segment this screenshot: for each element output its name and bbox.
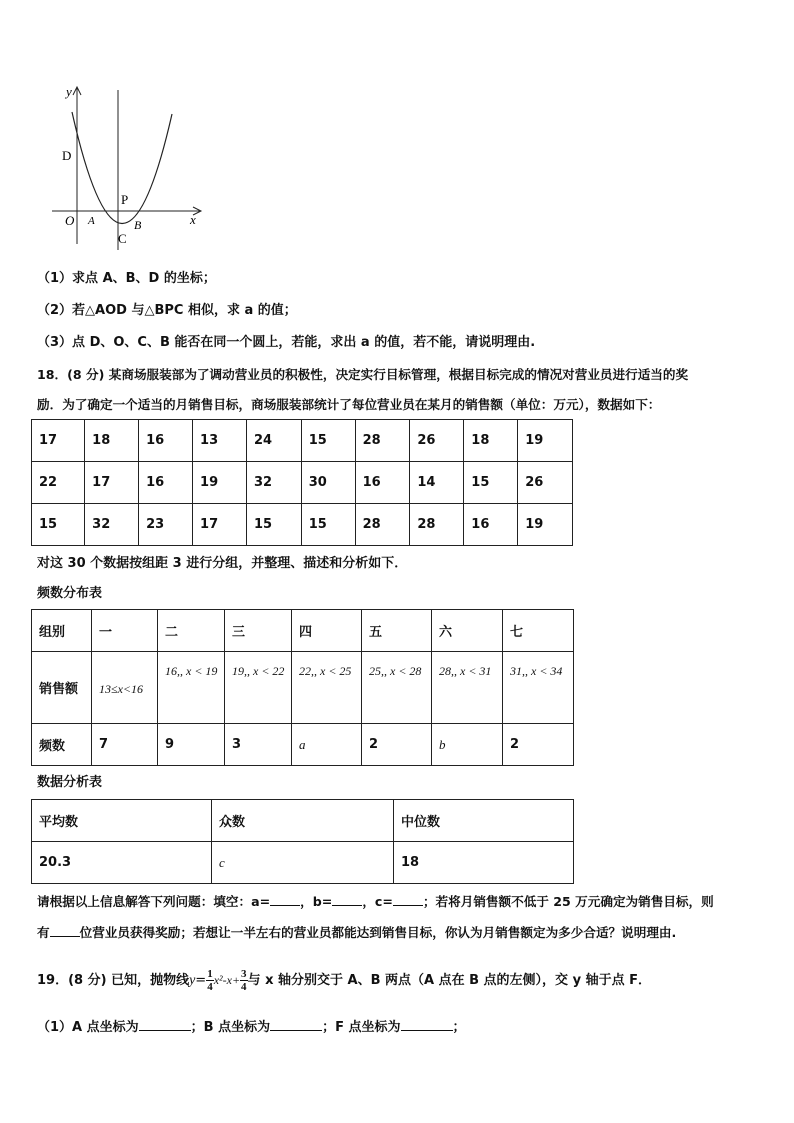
formula-eq: = [195,973,207,988]
formula-mid: x²-x+ [213,973,241,987]
point-label-o: O [65,213,75,228]
question-text: ，b= [300,894,333,909]
sales-range-cell: 31,, x < 34 [503,652,574,724]
sales-data-cell: 15 [32,504,85,546]
sales-data-cell: 19 [518,504,573,546]
sales-data-cell: 18 [464,420,518,462]
blank-b [332,891,362,906]
question-text: ；若将月销售额不低于 25 万元确定为销售目标，则 [422,894,714,909]
analysis-value-cell: 20.3 [32,842,212,884]
freq-count-cell: 3 [225,724,292,766]
analysis-value-cell: c [212,842,394,884]
freq-count-cell: 9 [158,724,225,766]
freq-sales-row [32,652,574,724]
blank-count [50,922,80,937]
sales-data-cell: 28 [355,504,410,546]
sales-range-cell: 22,, x < 25 [292,652,362,724]
sales-data-cell: 13 [193,420,247,462]
freq-header-cell: 七 [503,610,574,652]
q17-part2: （2）若△AOD 与△BPC 相似，求 a 的值； [37,303,297,318]
analysis-header-cell: 中位数 [394,800,574,842]
sales-label: 销售额 [32,652,92,724]
analysis-table-title: 数据分析表 [37,775,103,790]
freq-header-cell: 四 [292,610,362,652]
freq-header-cell: 六 [432,610,503,652]
freq-count-cell: a [292,724,362,766]
parabola-graph [40,84,210,254]
sales-data-cell: 30 [301,462,355,504]
sales-data-cell: 16 [464,504,518,546]
q19-suffix: 与 x 轴分别交于 A、B 两点（A 点在 B 点的左侧），交 y 轴于点 F． [247,973,651,988]
blank-b-coord [270,1016,322,1031]
analysis-header-cell: 众数 [212,800,394,842]
formula-y: y [189,973,196,988]
blank-a-coord [139,1016,191,1031]
q18-question-line1 [37,891,714,911]
question-text: 有 [37,925,50,940]
sales-data-cell: 17 [193,504,247,546]
frac-num: 3 [241,968,247,980]
fraction-one-quarter [206,968,214,993]
question-text: ，c= [362,894,393,909]
sales-range-cell: 19,, x < 22 [225,652,292,724]
sales-data-cell: 17 [85,462,139,504]
q17-part1: （1）求点 A、B、D 的坐标； [37,271,216,286]
sales-data-cell: 24 [246,420,301,462]
sales-range-cell: 13≤x<16 [92,652,158,724]
x-axis-label: x [190,212,196,227]
point-label-a: A [88,215,95,227]
analysis-value-row [32,842,574,884]
sales-data-cell: 32 [246,462,301,504]
sales-data-cell: 16 [355,462,410,504]
blank-a [270,891,300,906]
sales-data-cell: 28 [410,504,464,546]
sales-range-cell: 16,, x < 19 [158,652,225,724]
part-text: （1）A 点坐标为 [37,1020,139,1035]
q18-question-line2 [37,922,676,942]
sales-range-cell: 25,, x < 28 [362,652,432,724]
sales-data-cell: 18 [85,420,139,462]
fraction-three-quarters [240,968,248,993]
freq-header-cell: 五 [362,610,432,652]
frac-num: 1 [207,968,213,980]
analysis-header-row [32,800,574,842]
sales-data-cell: 16 [139,420,193,462]
freq-header-cell: 一 [92,610,158,652]
y-axis-label: y [66,84,72,99]
frequency-table [31,609,574,766]
sales-data-cell: 15 [301,504,355,546]
sales-data-cell: 28 [355,420,410,462]
freq-count-row [32,724,574,766]
sales-data-cell: 26 [518,462,573,504]
sales-data-cell: 32 [85,504,139,546]
freq-count-cell: b [432,724,503,766]
sales-data-cell: 22 [32,462,85,504]
sales-data-cell: 15 [464,462,518,504]
sales-data-cell: 15 [301,420,355,462]
frac-den: 4 [241,981,247,993]
point-label-c: C [118,231,127,246]
q18-line1: 18．(8 分) 某商场服装部为了调动营业员的积极性，决定实行目标管理，根据目标完成的情况对营业员进行适当的奖 [37,367,689,382]
question-text: 请根据以上信息解答下列问题：填空：a= [37,894,271,909]
analysis-table [31,799,574,884]
point-label-b: B [134,218,142,232]
part-text: ； [452,1020,466,1035]
sales-data-cell: 23 [139,504,193,546]
sales-data-row [32,462,573,504]
freq-header-cell: 三 [225,610,292,652]
sales-data-cell: 17 [32,420,85,462]
sales-range-cell: 28,, x < 31 [432,652,503,724]
sales-data-cell: 14 [410,462,464,504]
freq-count-cell: 2 [503,724,574,766]
freq-table-title: 频数分布表 [37,586,103,601]
q19-line1 [37,965,651,996]
point-label-d: D [62,148,72,163]
sales-data-cell: 15 [246,504,301,546]
freq-count-cell: 7 [92,724,158,766]
freq-header-cell: 二 [158,610,225,652]
q17-part3: （3）点 D、O、C、B 能否在同一个圆上，若能，求出 a 的值，若不能，请说明理由. [37,335,536,350]
sales-data-cell: 19 [518,420,573,462]
freq-count-cell: 2 [362,724,432,766]
sales-data-cell: 16 [139,462,193,504]
part-text: ；B 点坐标为 [190,1020,271,1035]
sales-data-cell: 19 [193,462,247,504]
freq-header-cell: 组别 [32,610,92,652]
sales-data-row [32,504,573,546]
q18-line2: 励．为了确定一个适当的月销售目标，商场服装部统计了每位营业员在某月的销售额（单位：万元），数据如下： [37,397,661,412]
blank-c [393,891,423,906]
sales-data-cell: 26 [410,420,464,462]
blank-f-coord [401,1016,453,1031]
sales-data-table [31,419,573,546]
q19-part1 [37,1016,466,1037]
frac-den: 4 [207,981,213,993]
analysis-value-cell: 18 [394,842,574,884]
analysis-header-cell: 平均数 [32,800,212,842]
sales-data-row [32,420,573,462]
point-label-p: P [121,192,129,207]
question-text: 位营业员获得奖励；若想让一半左右的营业员都能达到销售目标，你认为月销售额定为多少合适？说明理由. [79,925,677,940]
q19-prefix: 19．(8 分) 已知，抛物线 [37,973,190,988]
freq-header-row [32,610,574,652]
part-text: ；F 点坐标为 [322,1020,401,1035]
group-intro: 对这 30 个数据按组距 3 进行分组，并整理、描述和分析如下． [37,556,408,571]
freq-label: 频数 [32,724,92,766]
